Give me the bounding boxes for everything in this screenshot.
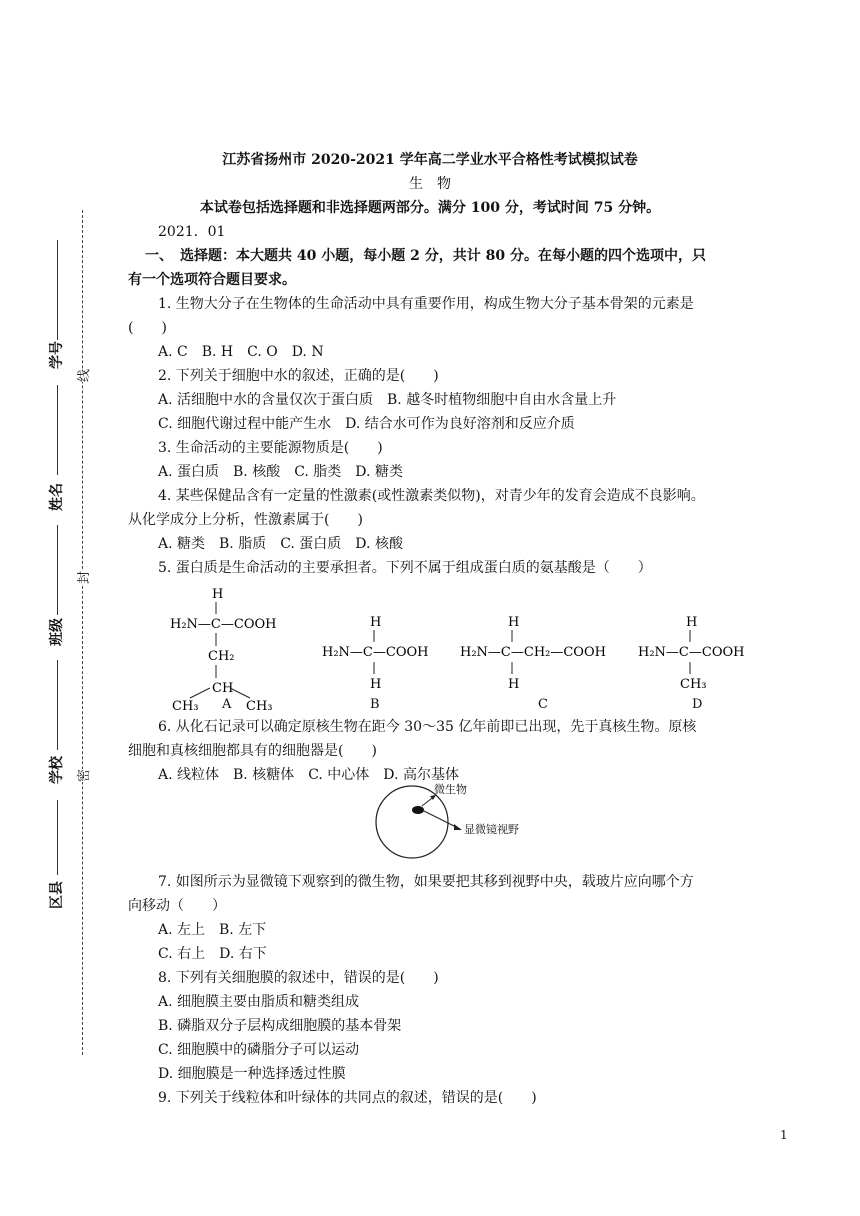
q7-stem-cont: 向移动（ ）: [128, 898, 226, 914]
exam-title: 江苏省扬州市 2020-2021 学年高二学业水平合格性考试模拟试卷: [222, 152, 638, 168]
binding-dashed-line: [82, 210, 83, 1055]
structure-c-bottom: H: [508, 677, 520, 692]
structure-a-h: H: [212, 587, 224, 602]
name-underline: [57, 385, 58, 475]
structure-a-main: H₂N—C—COOH: [170, 617, 277, 632]
seal-mark-line: 线: [73, 369, 92, 382]
structure-d: [638, 615, 744, 692]
q7-options-ab: A. 左上 B. 左下: [158, 922, 267, 938]
section-heading: 一、 选择题：本大题共 40 小题，每小题 2 分，共计 80 分。在每小题的四个选项中，只: [145, 248, 706, 264]
microbe-label: 微生物: [434, 783, 467, 796]
q8-option-a: A. 细胞膜主要由脂质和糖类组成: [158, 994, 360, 1010]
q1-stem-cont: ( ): [128, 320, 167, 336]
structure-a-label: A: [222, 697, 232, 712]
q5-stem: 5. 蛋白质是生命活动的主要承担者。下列不属于组成蛋白质的氨基酸是（ ）: [158, 560, 652, 576]
q8-option-d: D. 细胞膜是一种选择透过性膜: [158, 1066, 346, 1082]
q6-stem: 6. 从化石记录可以确定原核生物在距今 30～35 亿年前即已出现，先于真核生物。原核: [158, 719, 697, 735]
q6-options: A. 线粒体 B. 核糖体 C. 中心体 D. 高尔基体: [158, 767, 459, 783]
structure-a-ch3-left: CH₃: [172, 699, 199, 714]
structure-b-label: B: [370, 697, 380, 712]
structure-b-top: H: [370, 615, 382, 630]
structure-c-top: H: [508, 615, 520, 630]
q2-stem: 2. 下列关于细胞中水的叙述，正确的是( ): [158, 368, 439, 384]
student-id-label: 学号: [49, 341, 65, 369]
structure-b-main: H₂N—C—COOH: [322, 645, 429, 660]
exam-date: 2021．01: [158, 224, 226, 240]
exam-note: 本试卷包括选择题和非选择题两部分。满分 100 分，考试时间 75 分钟。: [199, 200, 661, 216]
q4-stem-cont: 从化学成分上分析，性激素属于( ): [128, 512, 363, 528]
q3-options: A. 蛋白质 B. 核酸 C. 脂类 D. 糖类: [158, 464, 403, 480]
q9-stem: 9. 下列关于线粒体和叶绿体的共同点的叙述，错误的是( ): [158, 1090, 537, 1106]
q1-stem: 1. 生物大分子在生物体的生命活动中具有重要作用，构成生物大分子基本骨架的元素是: [158, 296, 694, 312]
structure-b-bottom: H: [370, 677, 382, 692]
structure-d-label: D: [692, 697, 703, 712]
amino-acid-structures: [160, 580, 780, 715]
school-underline: [57, 660, 58, 750]
q2-options-cd: C. 细胞代谢过程中能产生水 D. 结合水可作为良好溶剂和反应介质: [158, 416, 575, 432]
structure-c-label: C: [538, 697, 548, 712]
structure-a-ch2: CH₂: [208, 649, 235, 664]
structure-d-main: H₂N—C—COOH: [638, 645, 745, 660]
seal-mark-seal: 封: [73, 571, 92, 584]
q4-stem: 4. 某些保健品含有一定量的性激素(或性激素类似物)，对青少年的发育会造成不良影响。: [158, 488, 705, 504]
q7-stem: 7. 如图所示为显微镜下观察到的微生物，如果要把其移到视野中央，载玻片应向哪个方: [158, 874, 694, 890]
q3-stem: 3. 生命活动的主要能源物质是( ): [158, 440, 383, 456]
structure-a-ch3-right: CH₃: [246, 699, 273, 714]
class-label: 班级: [49, 618, 65, 646]
structure-d-top: H: [686, 615, 698, 630]
q2-options-ab: A. 活细胞中水的含量仅次于蛋白质 B. 越冬时植物细胞中自由水含量上升: [158, 392, 617, 408]
q7-options-cd: C. 右上 D. 右下: [158, 946, 267, 962]
subject-title: 生 物: [409, 176, 451, 192]
q1-options: A. C B. H C. O D. N: [158, 344, 324, 360]
school-label: 学校: [49, 756, 65, 784]
structure-d-bottom: CH₃: [680, 677, 707, 692]
q8-option-c: C. 细胞膜中的磷脂分子可以运动: [158, 1042, 360, 1058]
section-heading-cont: 有一个选项符合题目要求。: [128, 272, 296, 288]
q8-option-b: B. 磷脂双分子层构成细胞膜的基本骨架: [158, 1018, 402, 1034]
student-id-underline: [57, 240, 58, 340]
seal-mark-secret: 密: [73, 769, 92, 782]
structure-b: [322, 615, 428, 692]
structure-c-main: H₂N—C—CH₂—COOH: [460, 645, 606, 660]
page-number: 1: [780, 1128, 788, 1142]
district-label: 区县: [49, 881, 65, 909]
q6-stem-cont: 细胞和真核细胞都具有的细胞器是( ): [128, 743, 377, 759]
name-label: 姓名: [49, 483, 65, 511]
field-label: 显微镜视野: [464, 823, 519, 836]
q4-options: A. 糖类 B. 脂质 C. 蛋白质 D. 核酸: [158, 536, 403, 552]
class-underline: [57, 525, 58, 615]
structure-c: [460, 615, 606, 692]
district-underline: [57, 800, 58, 875]
structure-a-ch: CH: [212, 681, 234, 696]
q8-stem: 8. 下列有关细胞膜的叙述中，错误的是( ): [158, 970, 439, 986]
